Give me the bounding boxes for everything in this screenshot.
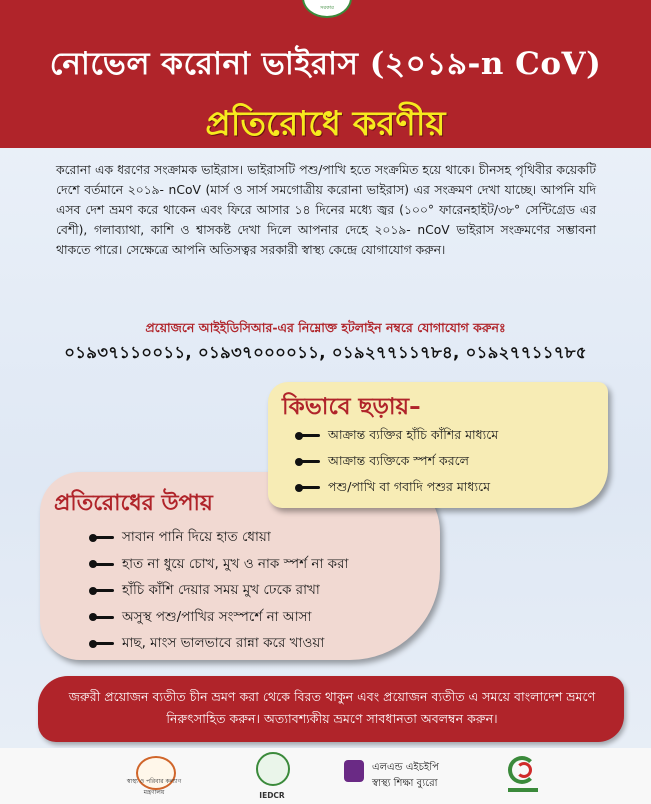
poster-title: নোভেল করোনা ভাইরাস (২০১৯-n CoV) [49, 46, 602, 82]
list-item-text: আক্রান্ত ব্যক্তিকে স্পর্শ করলে [328, 453, 469, 468]
list-item [92, 630, 348, 657]
list-item [298, 448, 498, 474]
list-item-text: হাঁচি কাঁশি দেয়ার সময় মুখ ঢেকে রাখা [122, 582, 320, 598]
intro-paragraph: করোনা এক ধরণের সংক্রামক ভাইরাস। ভাইরাসটি পশু/পাখি হতে সংক্রমিত হয়ে থাকে। চীনসহ পৃথিবীর কয়েকটি দেশে বর্তমানে ২০১৯- nCoV (মার্স ও সার্স সমগোত্রীয় করোনা ভাইরাস) এর সংক্রমণ দেখা যাচ্ছে। আপনি যদি এসব দেশ ভ্রমণ করে থাকেন এবং ফিরে আসার ১৪ দিনের মধ্যে জ্বর (১০০° ফারেনহাইট/৩৮° সেন্টিগ্রেড এর বেশী), গলাব্যাথা, কাশি ও শ্বাসকষ্ট দেখা দিলে আপনার দেহে ২০১৯- nCoV ভাইরাস সংক্রমণের সম্ভাবনা থাকতে পারে। সেক্ষেত্রে আপনি অতিসত্বর সরকারী স্বাস্থ্য কেন্দ্রে যোগাযোগ করুন। [56, 163, 596, 257]
list-item [298, 422, 498, 448]
bullet-icon [92, 616, 114, 619]
health-education-line1: এলএন্ড এইচইপি [372, 762, 439, 773]
prevention-title: প্রতিরোধের উপায় [54, 491, 213, 516]
list-item [298, 474, 498, 500]
bullet-icon [92, 563, 114, 566]
government-logo [302, 0, 352, 18]
cdc-emblem-bar [508, 788, 538, 792]
list-item-text: আক্রান্ত ব্যক্তির হাঁচি কাঁশির মাধ্যমে [328, 427, 499, 442]
health-ministry-logo [122, 754, 186, 798]
health-education-line2: স্বাস্থ্য শিক্ষা ব্যুরো [372, 778, 438, 789]
list-item-text: অসুস্থ পশু/পাখির সংস্পর্শে না আসা [122, 608, 312, 625]
list-item [92, 604, 348, 631]
header-banner [0, 0, 651, 148]
list-item-text: হাত না ধুয়ে চোখ, মুখ ও নাক স্পর্শ না করা [122, 555, 349, 572]
government-logo-text: সরকার [320, 5, 334, 11]
list-item [92, 551, 348, 578]
spread-title: কিভাবে ছড়ায়– [282, 394, 421, 420]
spread-box [268, 382, 608, 508]
prevention-list [92, 524, 348, 657]
poster-subtitle: প্রতিরোধে করণীয় [205, 104, 446, 144]
iedcr-emblem-icon [256, 752, 290, 786]
footer-logos [0, 748, 651, 804]
hotline-label: প্রয়োজনে আইইডিসিআর-এর নিম্নোক্ত হটলাইন নম্বরে যোগাযোগ করুনঃ [145, 320, 506, 335]
bullet-icon [298, 486, 320, 489]
bullet-icon [92, 536, 114, 539]
bullet-icon [298, 460, 320, 463]
bullet-icon [92, 589, 114, 592]
list-item-text: মাছ, মাংস ভালভাবে রান্না করে খাওয়া [122, 635, 325, 651]
travel-warning-text: জরুরী প্রয়োজন ব্যতীত চীন ভ্রমণ করা থেকে বিরত থাকুন এবং প্রয়োজন ব্যতীত এ সময়ে বাংলাদেশ ভ্রমণে নিরুৎসাহিত করুন। অত্যাবশ্যকীয় ভ্রমণে সাবধানতা অবলম্বন করুন। [68, 689, 596, 726]
bullet-icon [92, 642, 114, 645]
list-item-text: সাবান পানি দিয়ে হাত ধোয়া [122, 529, 271, 545]
list-item [92, 524, 348, 551]
list-item-text: পশু/পাখি বা গবাদি পশুর মাধ্যমে [328, 479, 491, 494]
list-item [92, 577, 348, 604]
spread-list [298, 422, 498, 500]
cdc-logo [506, 756, 542, 796]
ministry-logo-text: স্বাস্থ্য ও পরিবার কল্যাণ মন্ত্রণালয় [126, 778, 182, 796]
travel-warning-banner [38, 676, 624, 742]
iedcr-logo-text: IEDCR [259, 791, 285, 800]
health-education-logo [344, 758, 454, 798]
bullet-icon [298, 434, 320, 437]
health-education-emblem-icon [344, 760, 364, 782]
hotline-numbers: ০১৯৩৭১১০০১১, ০১৯৩৭০০০০১১, ০১৯২৭৭১১৭৮৪, ০১৯২৭৭১১৭৮৫ [64, 343, 587, 362]
iedcr-logo [252, 752, 292, 800]
cdc-emblem-inner [516, 762, 532, 778]
